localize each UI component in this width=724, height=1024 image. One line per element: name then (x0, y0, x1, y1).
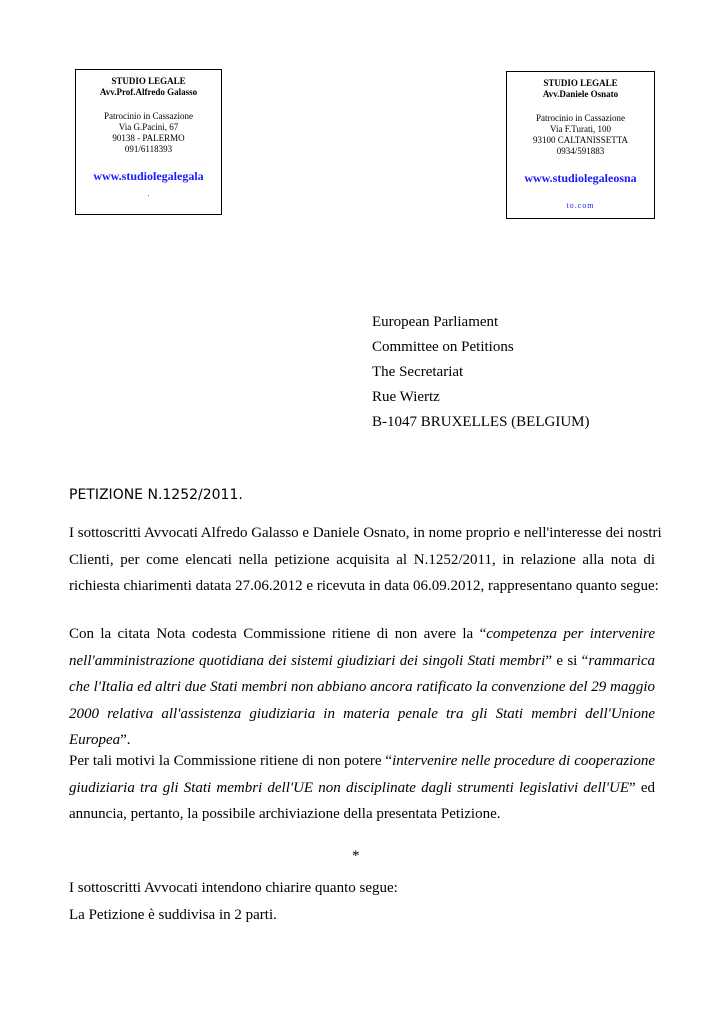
address-line: Committee on Petitions (372, 339, 514, 355)
text-line: 2000 relativa all'assistenza giudiziaria in materia penale tra gli Stati membri dell'Unione (69, 705, 655, 722)
website-tail: to.com (566, 201, 595, 210)
office-line: Patrocinio in Cassazione (536, 113, 625, 123)
office-line: Patrocinio in Cassazione (104, 111, 193, 121)
text-line: giudiziaria tra gli Stati membri dell'UE non disciplinate dagli strumenti legislativi dell'UE” ed (69, 779, 655, 796)
office-phone: 091/6118393 (124, 144, 173, 154)
office-city: 93100 CALTANISSETTA (533, 135, 628, 145)
office-street: Via F.Turati, 100 (550, 124, 611, 134)
address-line: European Parliament (372, 314, 499, 330)
text-line: Clienti, per come elencati nella petizione acquisita al N.1252/2011, in relazione alla nota di (69, 551, 655, 568)
address-line: B-1047 BRUXELLES (BELGIUM) (372, 414, 590, 430)
office-street: Via G.Pacini, 67 (118, 122, 179, 132)
lawyer-name: Avv.Prof.Alfredo Galasso (99, 87, 198, 97)
letterhead-right-box (506, 71, 655, 219)
text-line: I sottoscritti Avvocati Alfredo Galasso e Daniele Osnato, in nome proprio e nell'interesse dei nostri (69, 525, 662, 541)
text-line: I sottoscritti Avvocati intendono chiarire quanto segue: (69, 880, 398, 896)
text-line: Per tali motivi la Commissione ritiene di non potere “intervenire nelle procedure di cooperazione (69, 753, 656, 769)
petition-title: PETIZIONE N.1252/2011. (69, 487, 243, 503)
office-city: 90138 - PALERMO (112, 133, 185, 143)
website-link[interactable]: www.studiolegalegala (93, 169, 204, 183)
office-phone: 0934/591883 (556, 146, 605, 156)
text-line: annuncia, pertanto, la possibile archiviazione della presentata Petizione. (69, 806, 501, 822)
studio-title: STUDIO LEGALE (111, 76, 186, 86)
text-line: Europea”. (69, 732, 131, 748)
text-line: che l'Italia ed altri due Stati membri non abbiano ancora ratificato la convenzione del 29 maggio (69, 679, 656, 695)
text-line: richiesta chiarimenti datata 27.06.2012 e ricevuta in data 06.09.2012, rappresentano quanto segue: (69, 578, 659, 594)
text-line: Con la citata Nota codesta Commissione ritiene di non avere la “competenza per intervenire (69, 626, 655, 642)
intro-paragraph (69, 520, 662, 600)
address-line: Rue Wiertz (372, 389, 440, 405)
recipient-address (372, 310, 590, 435)
text-line: La Petizione è suddivisa in 2 parti. (69, 906, 277, 923)
letterhead-left-box (75, 69, 222, 215)
website-link[interactable]: www.studiolegaleosna (524, 171, 637, 185)
text-line: nell'amministrazione quotidiana dei sistemi giudiziari dei singoli Stati membri” e si “rammarica (69, 652, 655, 669)
section-separator: * (352, 848, 360, 864)
studio-title: STUDIO LEGALE (543, 78, 618, 88)
lawyer-name: Avv.Daniele Osnato (542, 89, 619, 99)
address-line: The Secretariat (372, 364, 464, 380)
closing-paragraph (69, 875, 398, 928)
website-tail: . (147, 189, 150, 198)
commission-note-paragraph (69, 621, 655, 754)
motives-paragraph (69, 748, 655, 828)
